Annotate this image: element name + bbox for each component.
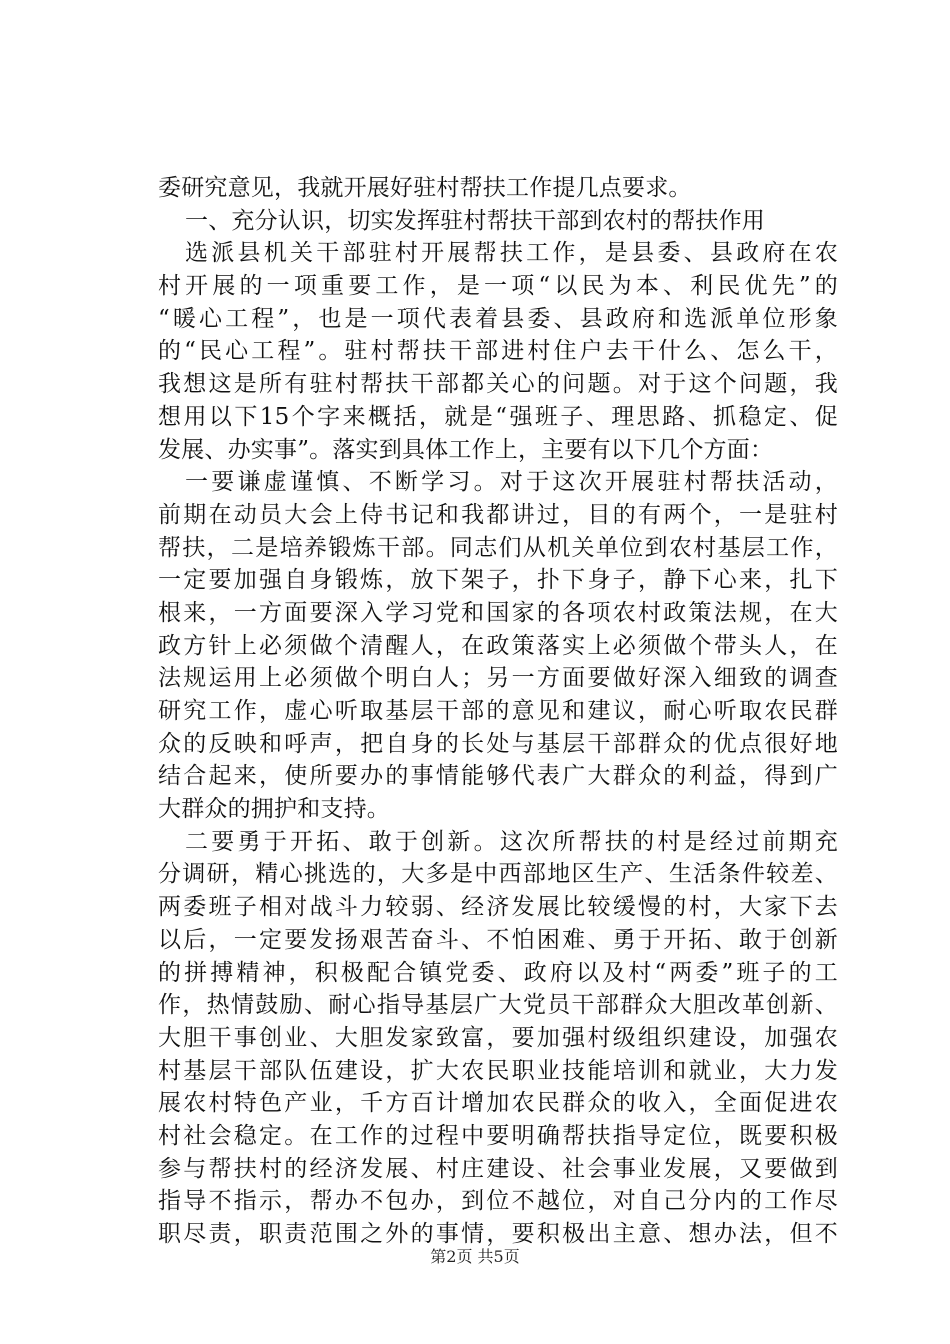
text-line: 结合起来，使所要办的事情能够代表广大群众的利益，得到广	[158, 763, 838, 790]
text-line: 政方针上必须做个清醒人，在政策落实上必须做个带头人，在	[158, 632, 838, 659]
text-line: 的“民心工程”。驻村帮扶干部进村住户去干什么、怎么干，	[158, 338, 838, 365]
text-line: 选派县机关干部驻村开展帮扶工作，是县委、县政府在农	[185, 240, 838, 267]
text-line: 展农村特色产业，千方百计增加农民群众的收入，全面促进农	[158, 1090, 838, 1117]
text-line: 根来，一方面要深入学习党和国家的各项农村政策法规，在大	[158, 599, 838, 626]
text-line: 大胆干事创业、大胆发家致富，要加强村级组织建设，加强农	[158, 1024, 838, 1051]
text-line: 法规运用上必须做个明白人；另一方面要做好深入细致的调查	[158, 665, 838, 692]
text-line: 前期在动员大会上侍书记和我都讲过，目的有两个，一是驻村	[158, 501, 838, 528]
text-line: 研究工作，虚心听取基层干部的意见和建议，耐心听取农民群	[158, 698, 838, 724]
text-line: 一定要加强自身锻炼，放下架子，扑下身子，静下心来，扎下	[158, 567, 838, 594]
text-line: 以后，一定要发扬艰苦奋斗、不怕困难、勇于开拓、敢于创新	[158, 926, 838, 953]
text-line: 村开展的一项重要工作，是一项“以民为本、利民优先”的	[158, 273, 838, 300]
text-line: 两委班子相对战斗力较弱、经济发展比较缓慢的村，大家下去	[158, 894, 838, 921]
text-line: 一、充分认识，切实发挥驻村帮扶干部到农村的帮扶作用	[185, 207, 765, 234]
text-line: 二要勇于开拓、敢于创新。这次所帮扶的村是经过前期充	[185, 828, 838, 855]
body-text	[158, 172, 838, 1251]
text-line: 指导不指示，帮办不包办，到位不越位，对自己分内的工作尽	[158, 1188, 838, 1215]
text-line: 参与帮扶村的经济发展、村庄建设、社会事业发展，又要做到	[158, 1155, 838, 1182]
text-line: 村社会稳定。在工作的过程中要明确帮扶指导定位，既要积极	[158, 1122, 838, 1149]
text-line: 作，热情鼓励、耐心指导基层广大党员干部群众大胆改革创新、	[158, 992, 838, 1019]
text-line: 分调研，精心挑选的，大多是中西部地区生产、生活条件较差、	[158, 861, 838, 888]
text-line: 委研究意见，我就开展好驻村帮扶工作提几点要求。	[158, 175, 692, 201]
text-line: 职尽责，职责范围之外的事情，要积极出主意、想办法，但不	[158, 1221, 838, 1247]
text-line: 发展、办实事”。落实到具体工作上，主要有以下几个方面：	[158, 436, 774, 463]
text-line: 众的反映和呼声，把自身的长处与基层干部群众的优点很好地	[158, 730, 838, 757]
text-line: 我想这是所有驻村帮扶干部都关心的问题。对于这个问题，我	[158, 371, 838, 398]
text-line: 的拼搏精神，积极配合镇党委、政府以及村“两委”班子的工	[158, 959, 838, 986]
text-line: “暖心工程”，也是一项代表着县委、县政府和选派单位形象	[158, 305, 838, 332]
text-line: 一要谦虚谨慎、不断学习。对于这次开展驻村帮扶活动，	[185, 469, 838, 496]
text-line: 大群众的拥护和支持。	[158, 796, 390, 823]
text-line: 想用以下15个字来概括，就是“强班子、理思路、抓稳定、促	[158, 403, 838, 430]
text-line: 帮扶，二是培养锻炼干部。同志们从机关单位到农村基层工作，	[158, 534, 838, 561]
page-footer: 第2页 共5页	[430, 1247, 520, 1266]
text-line: 村基层干部队伍建设，扩大农民职业技能培训和就业，大力发	[158, 1057, 838, 1084]
